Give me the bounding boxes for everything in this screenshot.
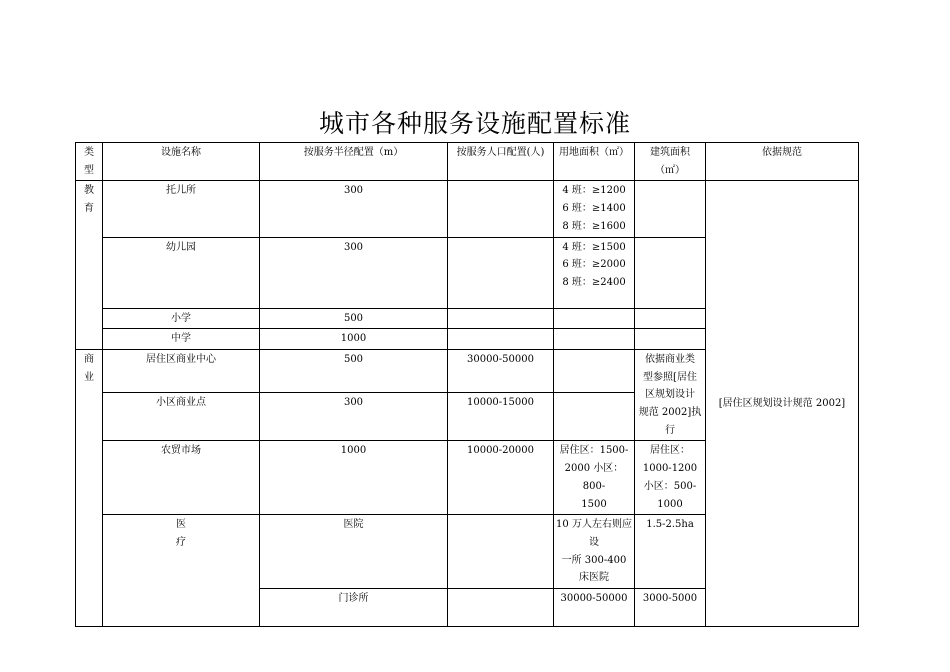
table-row xyxy=(76,181,859,237)
facility-name: 幼儿园 xyxy=(103,237,260,308)
radius-cell: 300 xyxy=(260,392,448,441)
building-cell xyxy=(635,181,706,237)
facility-name: 医院 xyxy=(260,515,448,589)
population-cell: 10000-15000 xyxy=(448,392,554,441)
header-land-area: 用地面积（㎡） xyxy=(554,143,635,181)
population-cell: 10000-20000 xyxy=(448,441,554,515)
building-cell xyxy=(635,308,706,329)
radius-cell: 300 xyxy=(260,181,448,237)
facility-standards-table xyxy=(75,142,859,627)
building-cell xyxy=(635,329,706,350)
land-cell xyxy=(554,349,635,392)
radius-cell: 500 xyxy=(260,308,448,329)
header-name: 设施名称 xyxy=(103,143,260,181)
category-commerce: 商 业 xyxy=(76,349,103,627)
header-building-area: 建筑面积 （㎡） xyxy=(635,143,706,181)
facility-name: 小区商业点 xyxy=(103,392,260,441)
radius-cell: 1000 xyxy=(260,441,448,515)
land-cell: 居住区：1500- 2000 小区：800- 1500 xyxy=(554,441,635,515)
basis-cell: [居住区规划设计规范 2002] xyxy=(706,181,859,627)
population-cell: 30000-50000 xyxy=(554,589,635,627)
radius-cell: 500 xyxy=(260,349,448,392)
land-cell: 3000-5000 xyxy=(635,589,706,627)
facility-name: 门诊所 xyxy=(260,589,448,627)
facility-name: 农贸市场 xyxy=(103,441,260,515)
land-cell xyxy=(554,392,635,441)
page-title: 城市各种服务设施配置标准 xyxy=(318,109,631,138)
facility-name: 居住区商业中心 xyxy=(103,349,260,392)
radius-cell xyxy=(448,589,554,627)
radius-cell: 1000 xyxy=(260,329,448,350)
facility-name: 小学 xyxy=(103,308,260,329)
land-cell: 4 班：≥1500 6 班：≥2000 8 班：≥2400 xyxy=(554,237,635,308)
radius-cell: 300 xyxy=(260,237,448,308)
land-cell: 1.5-2.5ha xyxy=(635,515,706,589)
radius-cell xyxy=(448,515,554,589)
population-cell: 10 万人左右则应设 一所 300-400 床医院 xyxy=(554,515,635,589)
land-cell xyxy=(554,329,635,350)
population-cell xyxy=(448,237,554,308)
building-cell: 依据商业类 型参照[居住 区规划设计 规范 2002]执 行 xyxy=(635,349,706,441)
building-cell xyxy=(635,237,706,308)
header-population: 按服务人口配置(人) xyxy=(448,143,554,181)
header-row xyxy=(76,143,859,181)
land-cell: 4 班：≥1200 6 班：≥1400 8 班：≥1600 xyxy=(554,181,635,237)
header-basis: 依据规范 xyxy=(706,143,859,181)
header-type: 类 型 xyxy=(76,143,103,181)
population-cell xyxy=(448,308,554,329)
header-radius: 按服务半径配置（m） xyxy=(260,143,448,181)
land-cell xyxy=(554,308,635,329)
population-cell xyxy=(448,181,554,237)
category-medical: 医 疗 xyxy=(103,515,260,627)
population-cell: 30000-50000 xyxy=(448,349,554,392)
facility-name: 托儿所 xyxy=(103,181,260,237)
facility-name: 中学 xyxy=(103,329,260,350)
building-cell: 居住区： 1000-1200 小区：500- 1000 xyxy=(635,441,706,515)
category-education: 教 育 xyxy=(76,181,103,350)
population-cell xyxy=(448,329,554,350)
